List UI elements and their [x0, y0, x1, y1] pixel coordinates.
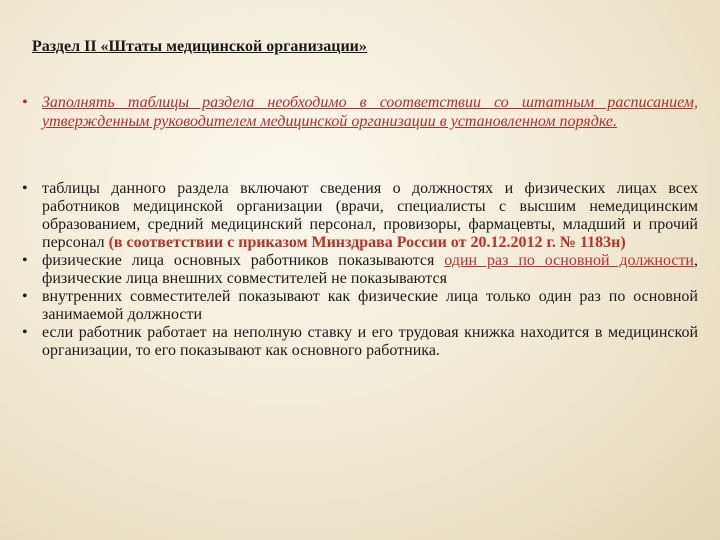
intro-text: Заполнять таблицы раздела необходимо в соответствии со штатным расписанием, утвержденным руководителем медицинской организации в установленном порядке. [42, 94, 698, 130]
highlight-text: один раз по основной должности [444, 252, 694, 269]
order-reference: (в соответствии с приказом Минздрава России от 20.12.2012 г. № 1183н) [108, 234, 626, 251]
bullet-icon: • [22, 94, 28, 111]
list-item [22, 180, 698, 252]
list-item [22, 324, 698, 360]
intro-list [22, 93, 698, 131]
list-item [22, 252, 698, 288]
list-item [22, 288, 698, 324]
item-text: таблицы данного раздела включают сведения о должностях и физических лицах всех работников медицинской организации (врачи, специалисты с высшим немедицинским образованием, средний медицинский персонал, провизоры, фармацевты, младший и прочий персонал [42, 180, 698, 251]
item-text: если работник работает на неполную ставку и его трудовая книжка находится в медицинской организации, то его показывают как основного работника. [42, 324, 698, 359]
bullet-icon: • [22, 180, 28, 197]
slide-title: Раздел II «Штаты медицинской организации» [32, 38, 367, 55]
item-text: , физические лица внешних совместителей не показываются [42, 252, 698, 287]
item-text: внутренних совместителей показывают как физические лица только один раз по основной занимаемой должности [42, 288, 698, 323]
bullet-icon: • [22, 324, 28, 341]
details-list [22, 180, 698, 360]
item-text: физические лица основных работников показываются [42, 252, 445, 269]
bullet-icon: • [22, 288, 28, 305]
list-item [22, 93, 698, 131]
bullet-icon: • [22, 252, 28, 269]
